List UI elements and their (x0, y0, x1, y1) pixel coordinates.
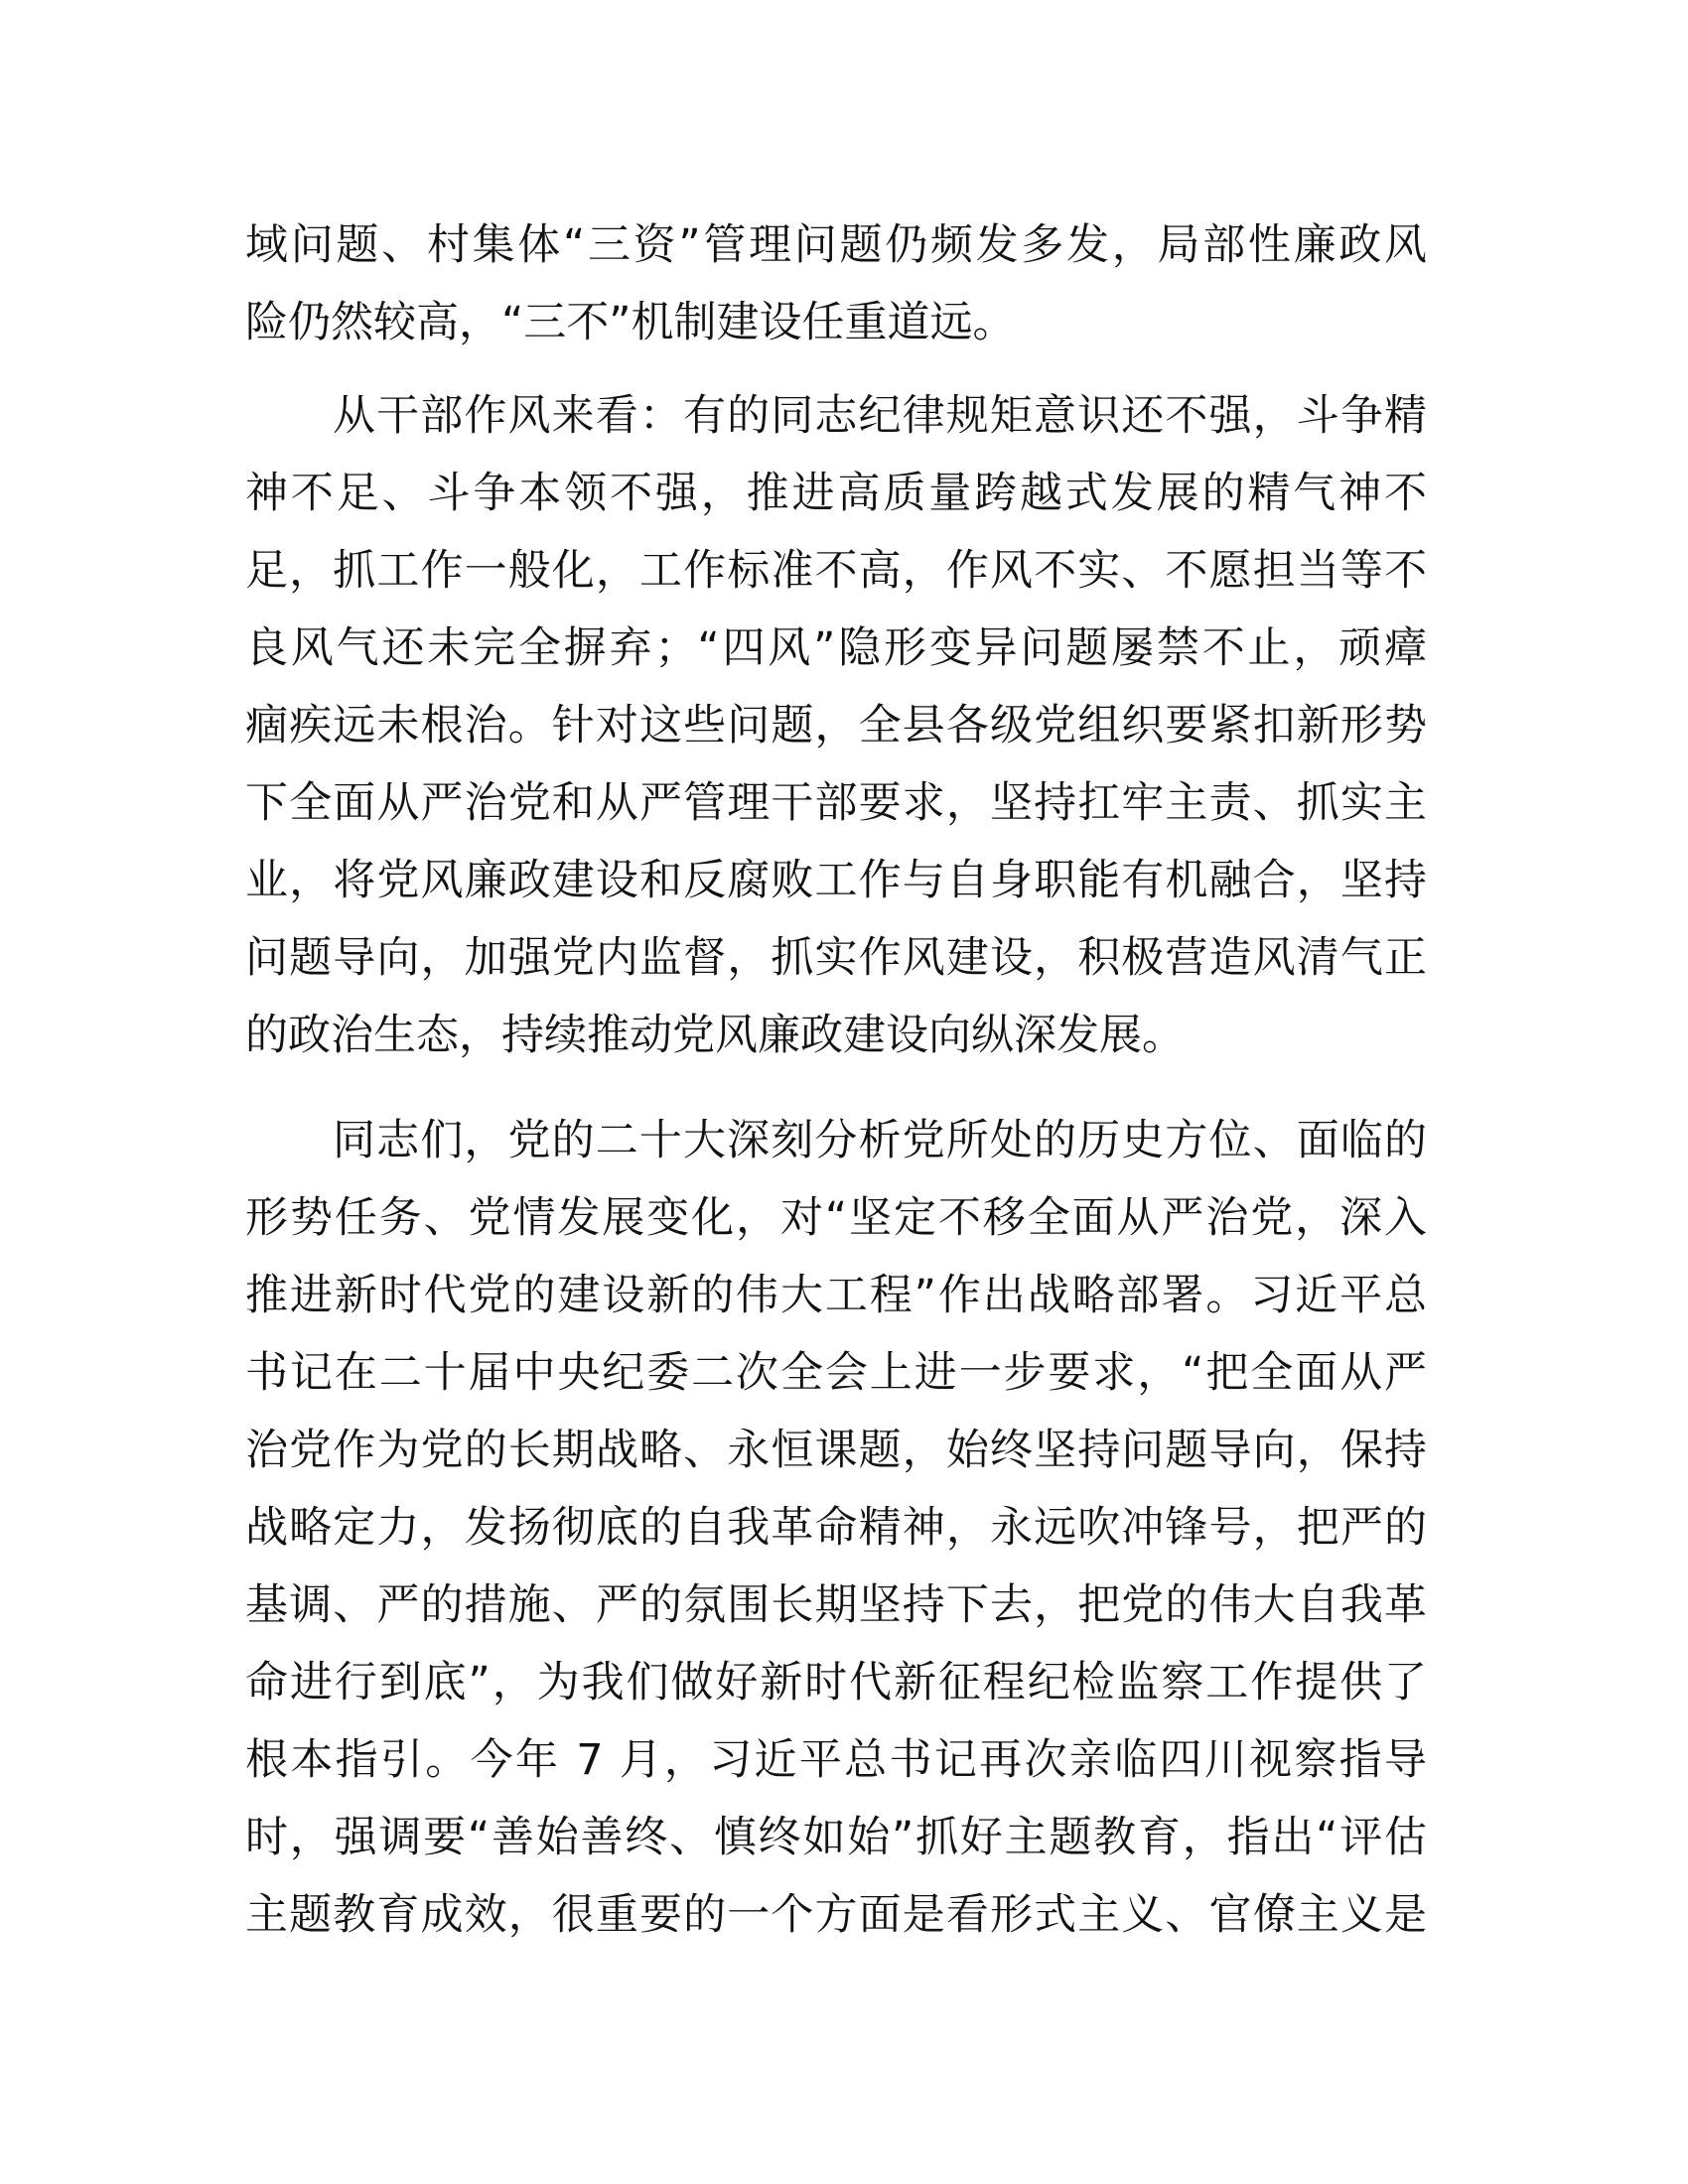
text-line: 根本指引。今年 7 月，习近平总书记再次亲临四川视察指导 (245, 1735, 1427, 1785)
text-line: 从干部作风来看：有的同志纪律规矩意识还不强，斗争精 (333, 391, 1427, 441)
document-page (245, 206, 1427, 1954)
text-line: 足，抓工作一般化，工作标准不高，作风不实、不愿担当等不 (245, 546, 1427, 596)
text-line: 同志们，党的二十大深刻分析党所处的历史方位、面临的 (333, 1116, 1427, 1165)
text-line: 痼疾远未根治。针对这些问题，全县各级党组织要紧扣新形势 (245, 701, 1427, 751)
text-line: 险仍然较高，“三不”机制建设任重道远。 (245, 298, 1016, 347)
paragraph-1 (245, 206, 1427, 361)
text-line: 良风气还未完全摒弃；“四风”隐形变异问题屡禁不止，顽瘴 (245, 623, 1427, 673)
text-line: 域问题、村集体“三资”管理问题仍频发多发，局部性廉政风 (245, 220, 1427, 270)
text-line: 形势任务、党情发展变化，对“坚定不移全面从严治党，深入 (245, 1193, 1427, 1243)
text-line: 命进行到底”，为我们做好新时代新征程纪检监察工作提供了 (245, 1658, 1427, 1707)
text-line: 书记在二十届中央纪委二次全会上进一步要求，“把全面从严 (245, 1348, 1427, 1398)
text-line: 战略定力，发扬彻底的自我革命精神，永远吹冲锋号，把严的 (245, 1503, 1427, 1553)
text-line: 推进新时代党的建设新的伟大工程”作出战略部署。习近平总 (245, 1271, 1427, 1320)
text-line: 业，将党风廉政建设和反腐败工作与自身职能有机融合，坚持 (245, 856, 1427, 905)
text-line: 问题导向，加强党内监督，抓实作风建设，积极营造风清气正 (245, 933, 1427, 983)
paragraph-2 (245, 377, 1427, 1074)
text-line: 神不足、斗争本领不强，推进高质量跨越式发展的精气神不 (245, 469, 1427, 518)
text-line: 下全面从严治党和从严管理干部要求，坚持扛牢主责、抓实主 (245, 778, 1427, 828)
paragraph-3 (245, 1102, 1427, 1954)
text-line: 治党作为党的长期战略、永恒课题，始终坚持问题导向，保持 (245, 1426, 1427, 1475)
text-line: 的政治生态，持续推动党风廉政建设向纵深发展。 (245, 1011, 1185, 1060)
text-line: 主题教育成效，很重要的一个方面是看形式主义、官僚主义是 (245, 1890, 1427, 1940)
text-line: 基调、严的措施、严的氛围长期坚持下去，把党的伟大自我革 (245, 1580, 1427, 1630)
text-line: 时，强调要“善始善终、慎终如始”抓好主题教育，指出“评估 (245, 1813, 1427, 1862)
